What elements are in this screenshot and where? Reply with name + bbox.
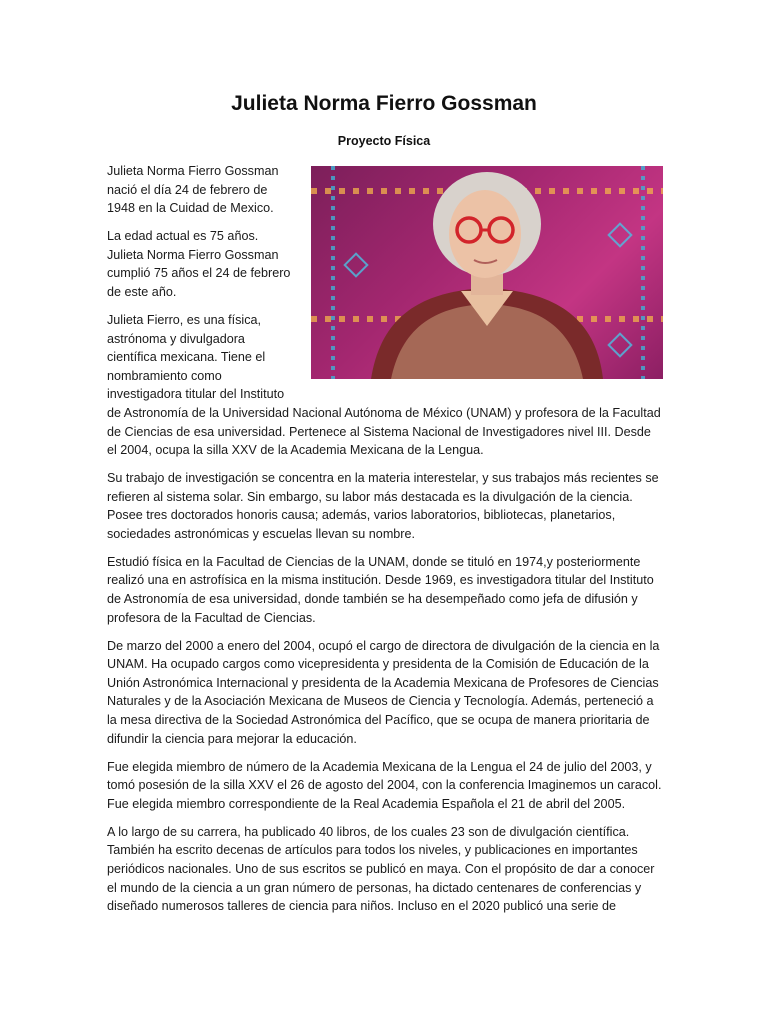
paragraph: La edad actual es 75 años. Julieta Norma Fierro Gossman cumplió 75 años el 24 de febrero de este año.	[107, 229, 291, 299]
portrait-photo	[311, 166, 663, 379]
document-title: Julieta Norma Fierro Gossman	[231, 92, 537, 115]
paragraph: Fue elegida miembro de número de la Academia Mexicana de la Lengua el 24 de julio del 2003, y tomó posesión de la silla XXV el 26 de agosto del 2004, con la conferencia Imaginemos un caracol. Fue elegida miembro correspondiente de la Real Academia Española el 21 de abril del 2005.	[107, 759, 662, 811]
paragraph: Su trabajo de investigación se concentra en la materia interestelar, y sus trabajos más recientes se refieren al sistema solar. Sin embargo, su labor más destacada es la divulgación de la ciencia. Posee tres doctorados honoris causa; además, varios laboratorios, bibliotecas, planetarios, sociedades astronómicas y escuelas llevan su nombre.	[107, 471, 659, 541]
document-subtitle: Proyecto Física	[337, 134, 431, 148]
paragraph: Julieta Fierro, es una física, astrónoma y divulgadora científica mexicana. Tiene el nombramiento como investigadora titular del Instituto de Astronomía de la Universidad Nacional Autónoma de México (UNAM) y profesora de la Facultad de Ciencias de esa universidad. Pertenece al Sistema Nacional de Investigadores nivel III. Desde el 2004, ocupa la silla XXV de la Academia Mexicana de la Lengua.	[107, 312, 661, 458]
paragraph: Estudió física en la Facultad de Ciencias de la UNAM, donde se tituló en 1974,y posteriormente realizó una en astrofísica en la misma institución. Desde 1969, es investigadora titular del Instituto de Astronomía de esa universidad, donde también se ha desempeñado como jefa de difusión y profesora de la Facultad de Ciencias.	[107, 554, 654, 625]
paragraph: De marzo del 2000 a enero del 2004, ocupó el cargo de directora de divulgación de la ciencia en la UNAM. Ha ocupado cargos como vicepresidenta y presidenta de la Comisión de Educación de la Unión Astronómica Internacional y presidenta de la Academia Mexicana de Profesores de Ciencias Naturales y de la Asociación Mexicana de Museos de Ciencia y Tecnología. Además, perteneció a la mesa directiva de la Sociedad Astronómica del Pacífico, que se ocupa de manera prioritaria de difundir la ciencia para mejorar la educación.	[107, 638, 660, 746]
paragraph: A lo largo de su carrera, ha publicado 40 libros, de los cuales 23 son de divulgación científica. También ha escrito decenas de artículos para todos los niveles, y publicaciones en importantes periódicos nacionales. Uno de sus escritos se publicó en maya. Con el propósito de dar a conocer el mundo de la ciencia a un gran número de personas, ha dictado centenares de conferencias y diseñado numerosos talleres de ciencia para niños. Incluso en el 2020 publicó una serie de	[107, 824, 655, 914]
paragraph: Julieta Norma Fierro Gossman nació el día 24 de febrero de 1948 en la Cuidad de Mexico.	[107, 164, 279, 216]
document-body	[107, 162, 663, 925]
portrait-figure-icon	[311, 166, 663, 379]
